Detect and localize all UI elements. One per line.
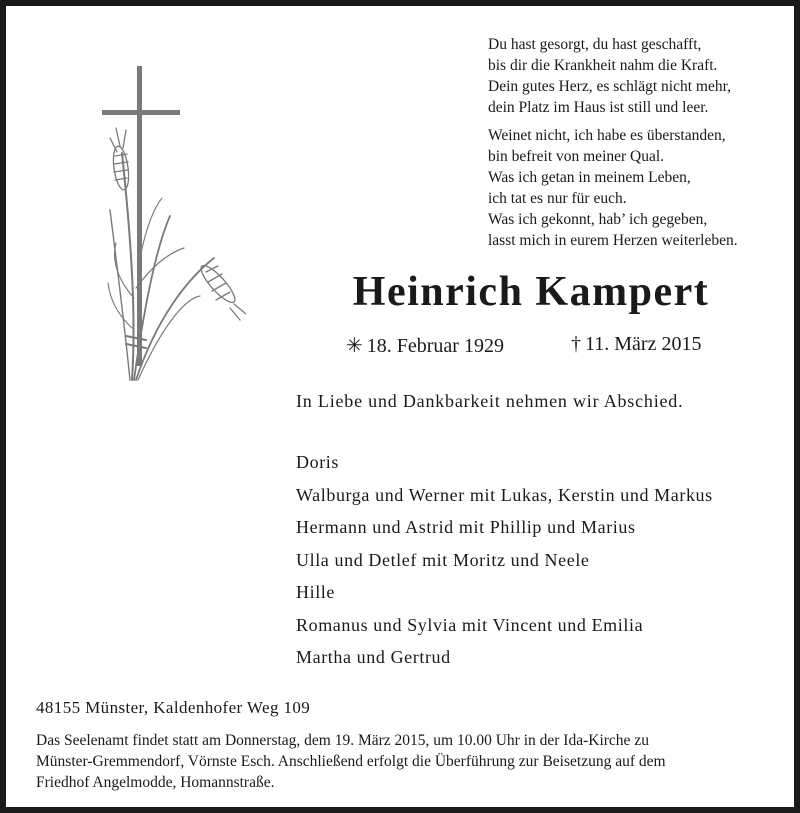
poem-line: bis dir die Krankheit nahm die Kraft. [488,57,718,74]
mourner-entry: Romanus und Sylvia mit Vincent und Emilia [296,614,644,635]
notice-line: Münster-Gremmendorf, Vörnste Esch. Anschließend erfolgt die Überführung zur Beisetzung auf dem [36,753,666,770]
poem-line: Dein gutes Herz, es schlägt nicht mehr, [488,78,731,95]
service-notice [36,730,784,793]
mourner-entry: Doris [296,452,339,472]
death-date [571,333,701,356]
mourner-entry: Ulla und Detlef mit Moritz und Neele [296,549,590,570]
poem-line: Weinet nicht, ich habe es überstanden, [488,127,726,144]
poem-line: lasst mich in eurem Herzen weiterleben. [488,232,738,249]
poem-line: Du hast gesorgt, du hast geschafft, [488,36,702,53]
mourners-list [296,446,713,674]
farewell-text: In Liebe und Dankbarkeit nehmen wir Abschied. [296,391,684,411]
notice-line: Friedhof Angelmodde, Homannstraße. [36,774,275,791]
mourner-entry: Walburga und Werner mit Lukas, Kerstin und Markus [296,484,713,505]
family-address: 48155 Münster, Kaldenhofer Weg 109 [36,698,311,717]
poem-stanza-2 [488,125,788,251]
poem-line: bin befreit von meiner Qual. [488,148,665,165]
mourner-entry: Martha und Gertrud [296,647,451,667]
birth-asterisk-icon: ✳ [346,335,363,357]
poem-stanza-1 [488,34,788,118]
death-cross-icon: † [571,333,581,355]
deceased-name: Heinrich Kampert [352,269,710,315]
mourner-entry: Hermann und Astrid mit Phillip und Marius [296,517,636,537]
notice-line: Das Seelenamt findet statt am Donnerstag, dem 19. März 2015, um 10.00 Uhr in der Ida-Kirche zu [36,732,649,749]
poem-line: Was ich getan in meinem Leben, [488,169,691,186]
death-date-text: 11. März 2015 [585,333,702,355]
poem-line: ich tat es nur für euch. [488,190,627,207]
birth-date [346,333,504,358]
birth-date-text: 18. Februar 1929 [366,335,504,357]
poem-line: dein Platz im Haus ist still und leer. [488,99,709,116]
cross-with-wheat-icon [96,58,246,388]
poem-line: Was ich gekonnt, hab’ ich gegeben, [488,211,708,228]
mourner-entry: Hille [296,582,335,602]
